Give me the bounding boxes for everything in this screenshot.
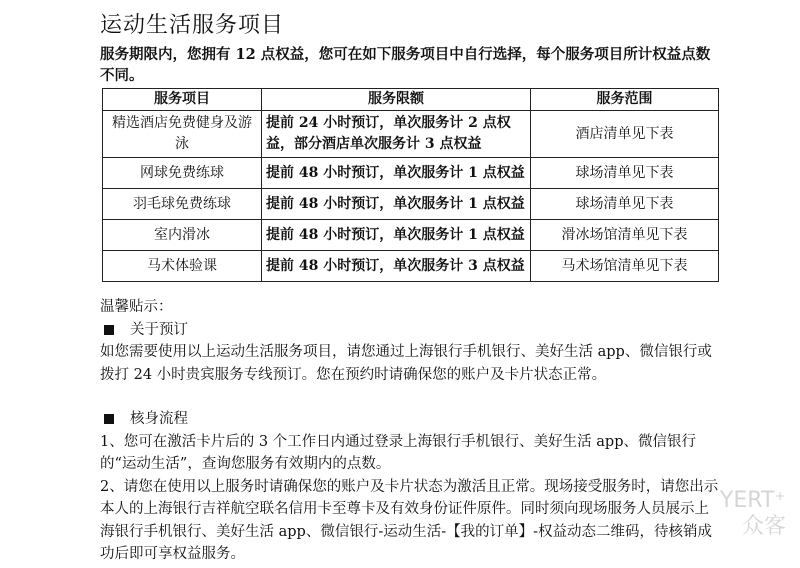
booking-text: 如您需要使用以上运动生活服务项目，请您通过上海银行手机银行、美好生活 app、微信银行或拨打 24 小时贵宾服务专线预订。您在预约时请确保您的账户及卡片状态正常。 [100,344,712,383]
table-row [103,189,719,220]
table-row [103,251,719,282]
service-table [102,88,719,282]
header-scope: 服务范围 [531,89,719,111]
cell-limit: 提前 48 小时预订，单次服务计 1 点权益 [262,189,531,220]
verify-heading [100,408,720,431]
cell-limit: 提前 48 小时预订，单次服务计 1 点权益 [262,158,531,189]
intro-text: 服务期限内，您拥有 12 点权益，您可在如下服务项目中自行选择，每个服务项目所计权益点数不同。 [100,46,711,84]
cell-scope: 球场清单见下表 [531,158,719,189]
cell-limit: 提前 24 小时预订，单次服务计 2 点权益，部分酒店单次服务计 3 点权益 [262,111,531,158]
header-item: 服务项目 [103,89,262,111]
verify-step-2: 2、请您在使用以上服务时请确保您的账户及卡片状态为激活且正常。现场接受服务时，请您出示本人的上海银行吉祥航空联名信用卡至尊卡及有效身份证件原件。同时须向现场服务人员展示上海银行手机银行、美好生活 app、微信银行-运动生活-【我的订单】-权益动态二维码，待核销成功后即可享权益服务。 [100,478,719,562]
spacer [100,386,720,408]
watermark-logo [720,488,786,540]
cell-scope: 酒店清单见下表 [531,111,719,158]
table-header-row [103,89,719,111]
booking-heading [100,319,720,342]
booking-title: 关于预订 [130,321,188,338]
cell-scope: 滑冰场馆清单见下表 [531,220,719,251]
watermark-line-2: 众客 [741,514,786,539]
cell-item: 网球免费练球 [103,158,262,189]
tips-heading: 温馨贴示： [100,299,173,315]
header-limit: 服务限额 [262,89,531,111]
cell-item: 精选酒店免费健身及游泳 [103,111,262,158]
table-row [103,220,719,251]
cell-item: 室内滑冰 [103,220,262,251]
tips-section [100,296,720,566]
square-bullet-icon [104,325,114,335]
verify-step-1: 1、您可在激活卡片后的 3 个工作日内通过登录上海银行手机银行、美好生活 app、微信银行的“运动生活”，查询您服务有效期内的点数。 [100,433,696,472]
table-row [103,158,719,189]
page-title: 运动生活服务项目 [100,13,285,38]
cell-scope: 球场清单见下表 [531,189,719,220]
verify-title: 核身流程 [130,411,188,427]
table-row [103,111,719,158]
square-bullet-icon [104,414,114,424]
cell-scope: 马术场馆清单见下表 [531,251,719,282]
cell-limit: 提前 48 小时预订，单次服务计 3 点权益 [262,251,531,282]
cell-item: 马术体验课 [103,251,262,282]
cell-item: 羽毛球免费练球 [103,189,262,220]
cell-limit: 提前 48 小时预订，单次服务计 1 点权益 [262,220,531,251]
watermark-line-1: YERT⁺ [719,488,786,513]
